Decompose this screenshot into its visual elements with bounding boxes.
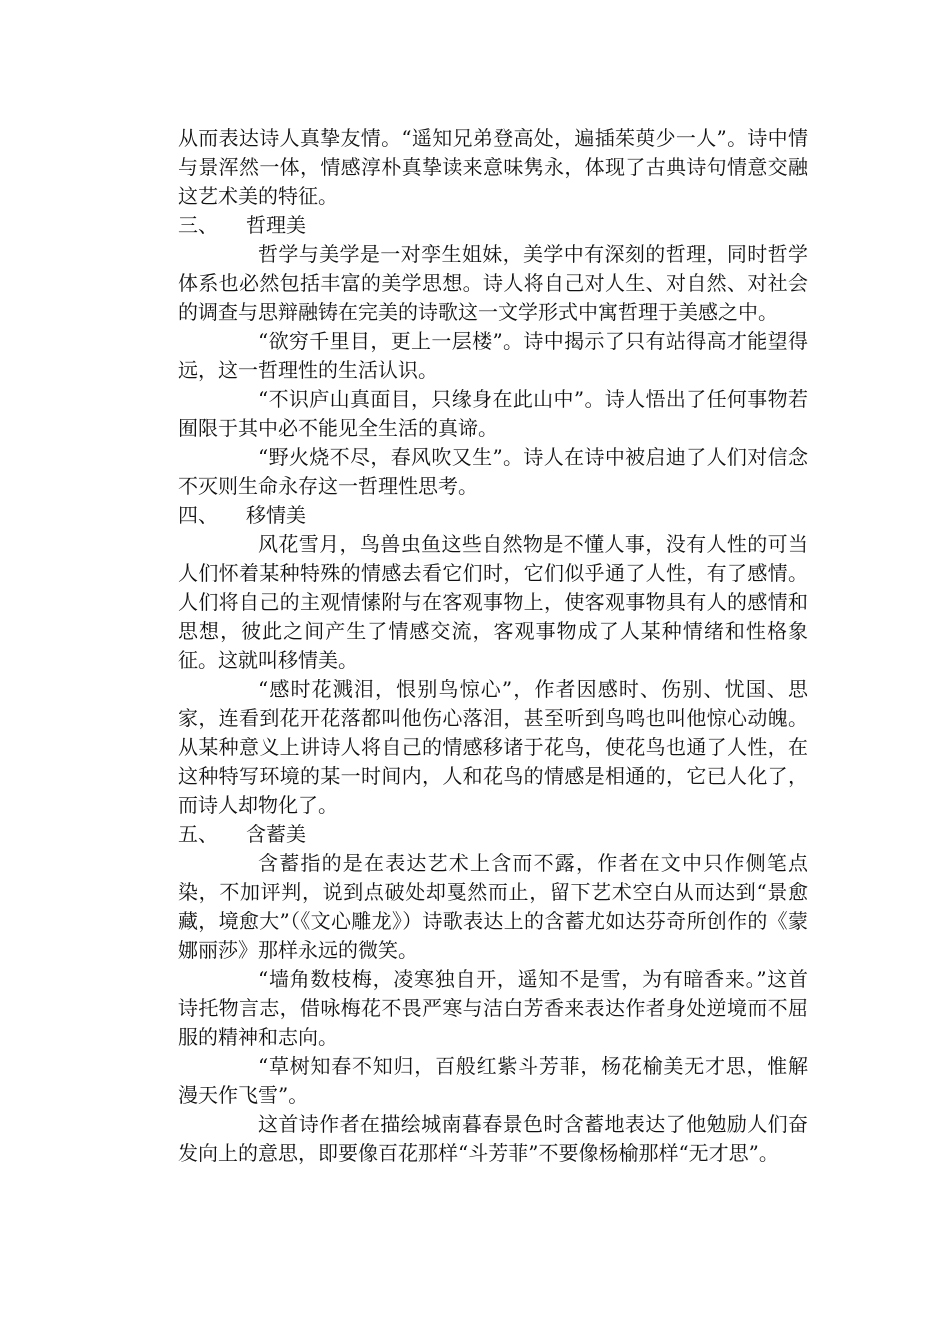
body-paragraph: 这首诗作者在描绘城南暮春景色时含蓄地表达了他勉励人们奋发向上的意思，即要像百花那样“斗芳菲”不要像杨榆那样“无才思”。 xyxy=(178,1112,808,1165)
section-number: 三、 xyxy=(178,213,218,237)
section-title: 含蓄美 xyxy=(246,822,306,846)
section-subtlety xyxy=(178,820,808,1168)
section-number: 四、 xyxy=(178,503,218,527)
section-heading xyxy=(178,501,808,530)
body-paragraph: 含蓄指的是在表达艺术上含而不露，作者在文中只作侧笔点染，不加评判，说到点破处却戛然而止，留下艺术空白从而达到“景愈藏，境愈大”（《文心雕龙》）诗歌表达上的含蓄尤如达芬奇所创作的《蒙娜丽莎》那样永远的微笑。 xyxy=(178,851,808,962)
body-paragraph: “野火烧不尽，春风吹又生”。诗人在诗中被启迪了人们对信念不灭则生命永存这一哲理性思考。 xyxy=(178,445,808,498)
body-paragraph: 风花雪月，鸟兽虫鱼这些自然物是不懂人事，没有人性的可当人们怀着某种特殊的情感去看它们时，它们似乎通了人性，有了感情。人们将自己的主观情愫附与在客观事物上，使客观事物具有人的感情和思想，彼此之间产生了情感交流，客观事物成了人某种情绪和性格象征。这就叫移情美。 xyxy=(178,532,808,672)
section-heading xyxy=(178,211,808,240)
body-paragraph: “墙角数枝梅，凌寒独自开，遥知不是雪，为有暗香来。”这首诗托物言志，借咏梅花不畏严寒与洁白芳香来表达作者身处逆境而不屈服的精神和志向。 xyxy=(178,967,808,1049)
section-title: 哲理美 xyxy=(246,213,306,237)
section-number: 五、 xyxy=(178,822,218,846)
body-paragraph: “草树知春不知归，百般红紫斗芳菲，杨花榆美无才思，惟解漫天作飞雪”。 xyxy=(178,1054,808,1107)
section-heading xyxy=(178,820,808,849)
section-philosophy xyxy=(178,211,808,501)
body-paragraph: “欲穷千里目，更上一层楼”。诗中揭示了只有站得高才能望得远，这一哲理性的生活认识。 xyxy=(178,329,808,382)
section-title: 移情美 xyxy=(246,503,306,527)
body-paragraph: 哲学与美学是一对孪生姐妹，美学中有深刻的哲理，同时哲学体系也必然包括丰富的美学思想。诗人将自己对人生、对自然、对社会的调查与思辩融铸在完美的诗歌这一文学形式中寓哲理于美感之中。 xyxy=(178,242,808,324)
body-paragraph: “不识庐山真面目，只缘身在此山中”。诗人悟出了任何事物若囿限于其中必不能见全生活的真谛。 xyxy=(178,387,808,440)
section-empathy xyxy=(178,501,808,820)
document-body xyxy=(178,124,808,1168)
body-paragraph: “感时花溅泪，恨别鸟惊心”，作者因感时、伤别、忧国、思家，连看到花开花落都叫他伤心落泪，甚至听到鸟鸣也叫他惊心动魄。从某种意义上讲诗人将自己的情感移诸于花鸟，使花鸟也通了人性，在这种特写环境的某一时间内，人和花鸟的情感是相通的，它已人化了，而诗人却物化了。 xyxy=(178,677,808,817)
intro-paragraph: 从而表达诗人真挚友情。“遥知兄弟登高处，遍插茱萸少一人”。诗中情与景浑然一体，情感淳朴真挚读来意味隽永，体现了古典诗句情意交融这艺术美的特征。 xyxy=(178,126,808,208)
